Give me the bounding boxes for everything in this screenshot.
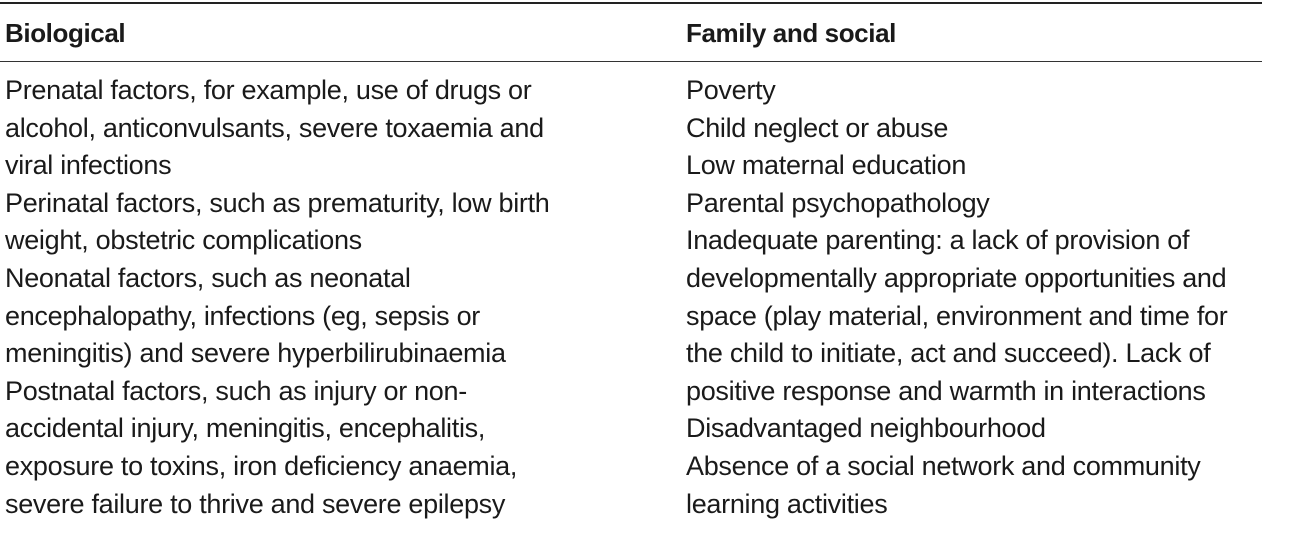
table-header-rule [0, 61, 1262, 62]
table-cell-line: Poverty [686, 75, 776, 105]
table-cell-line: Child neglect or abuse [686, 112, 949, 143]
table-cell-line: severe failure to thrive and severe epilepsy [5, 488, 506, 519]
table-cell-line: space (play material, environment and time for [686, 300, 1228, 331]
table-cell-line: viral infections [5, 150, 172, 181]
table-cell-line: Prenatal factors, for example, use of drugs or [5, 75, 532, 105]
table-cell-line: Perinatal factors, such as prematurity, low birth [5, 187, 550, 218]
table-cell-line: Postnatal factors, such as injury or non- [5, 375, 467, 406]
table-cell-line: learning activities [686, 488, 888, 519]
table-cell-line: positive response and warmth in interactions [686, 375, 1206, 406]
column-body-biological [5, 72, 550, 523]
table-cell-line: Low maternal education [686, 150, 967, 181]
table-cell-line: meningitis) and severe hyperbilirubinaemia [5, 338, 506, 369]
table-cell-line: accidental injury, meningitis, encephalitis, [5, 413, 486, 444]
table-cell-line: Inadequate parenting: a lack of provision of [686, 225, 1190, 256]
table-cell-line: encephalopathy, infections (eg, sepsis or [5, 300, 480, 331]
table-cell-line: Neonatal factors, such as neonatal [5, 262, 411, 293]
table-cell-line: developmentally appropriate opportunities and [686, 262, 1227, 293]
table-cell-line: exposure to toxins, iron deficiency anaemia, [5, 450, 518, 481]
table-cell-line: Disadvantaged neighbourhood [686, 413, 1046, 444]
table-top-rule [0, 2, 1262, 4]
column-body-family-and-social [686, 72, 1227, 523]
table-cell-line: weight, obstetric complications [5, 225, 362, 256]
table-cell-line: Absence of a social network and community [686, 450, 1201, 481]
table-cell-line: alcohol, anticonvulsants, severe toxaemia and [5, 112, 544, 143]
table-cell-line: the child to initiate, act and succeed). Lack of [686, 338, 1211, 369]
column-header-biological: Biological [5, 18, 126, 48]
column-header-family-and-social: Family and social [686, 18, 896, 48]
table-cell-line: Parental psychopathology [686, 187, 990, 218]
